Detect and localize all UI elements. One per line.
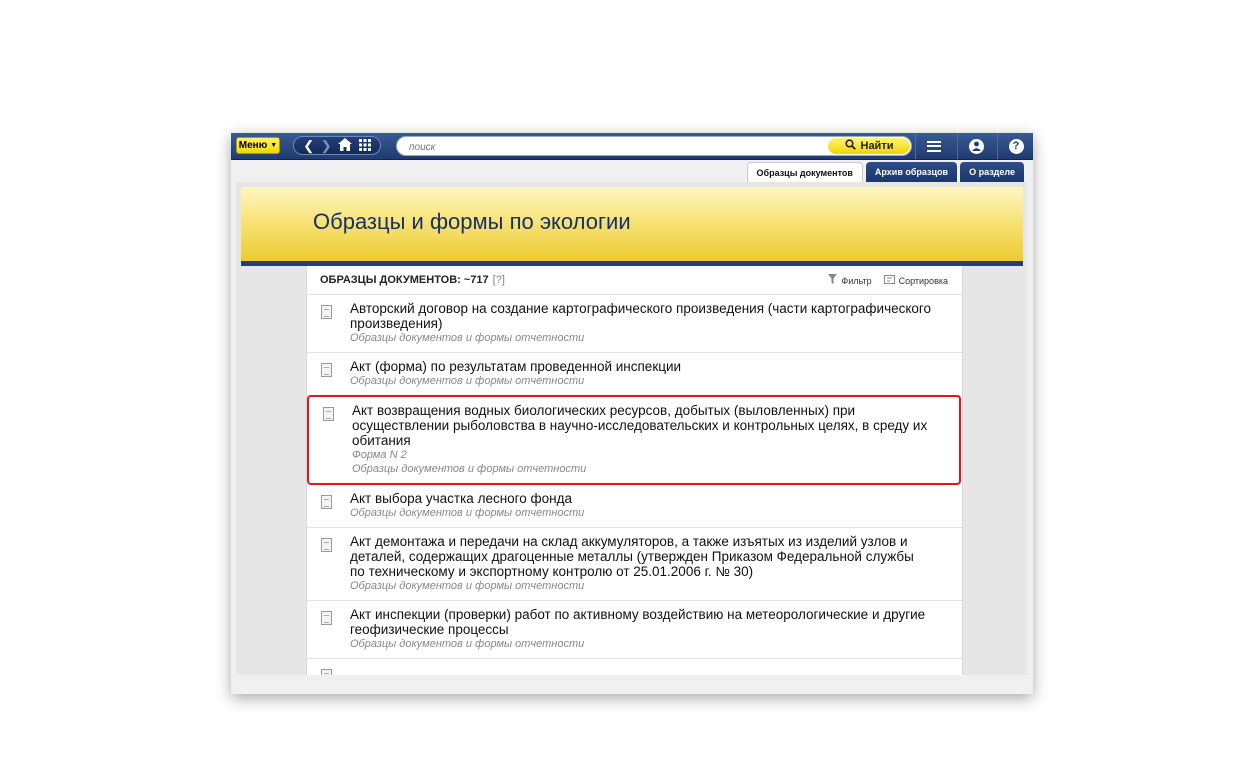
- nav-group: [293, 136, 381, 155]
- menu-button[interactable]: [236, 137, 280, 154]
- tab-samples-archive[interactable]: Архив образцов: [866, 162, 957, 182]
- document-icon: [321, 538, 332, 552]
- window-footer: [231, 675, 1033, 694]
- list-tools: [828, 274, 948, 287]
- user-profile-icon[interactable]: [957, 133, 994, 159]
- list-count-title: ОБРАЗЦЫ ДОКУМЕНТОВ: ~717: [320, 274, 489, 286]
- document-icon: [321, 611, 332, 625]
- section-banner: [241, 187, 1023, 266]
- page-title: Образцы и формы по экологии: [313, 209, 631, 234]
- item-title[interactable]: Акт демонтажа и передачи на склад аккумуляторов, а также изъятых из изделий узлов и деталей, содержащих драгоценные металлы (утвержден Приказом Федеральной службы по техническому и экспортному контролю от 25.01.2006 г. № 30): [350, 534, 914, 579]
- list-item[interactable]: [307, 295, 962, 353]
- item-title[interactable]: Акт возвращения водных биологических ресурсов, добытых (выловленных) при осуществлении рыболовства в научно-исследовательских и контрольных целях, в среду их обитания: [352, 403, 928, 448]
- item-title[interactable]: Акт (форма) по результатам проведенной инспекции: [350, 359, 682, 374]
- list-item[interactable]: [307, 528, 962, 601]
- chevron-right-icon[interactable]: ❯: [320, 138, 332, 153]
- list-header: [307, 266, 962, 295]
- document-icon: [321, 363, 332, 377]
- caret-down-icon: ▼: [270, 142, 278, 149]
- find-button[interactable]: [828, 138, 910, 154]
- top-toolbar: [231, 133, 1033, 160]
- search-input[interactable]: [407, 139, 821, 155]
- sort-icon: [884, 275, 895, 287]
- item-title[interactable]: Авторский договор на создание картографического произведения (части картографического произведения): [350, 301, 932, 331]
- item-category: Образцы документов и формы отчетности: [350, 580, 585, 592]
- filter-label: Фильтр: [841, 275, 872, 286]
- sort-button[interactable]: [884, 274, 948, 287]
- item-category: Образцы документов и формы отчетности: [350, 332, 585, 344]
- list-item[interactable]: [307, 601, 962, 659]
- grid-icon[interactable]: [359, 139, 371, 153]
- page-content: [236, 182, 1027, 675]
- item-form-number: Форма N 2: [352, 449, 407, 461]
- document-icon: [321, 305, 332, 319]
- search-icon: [845, 139, 856, 153]
- filter-button[interactable]: [828, 274, 871, 287]
- document-icon: [323, 407, 334, 421]
- home-icon[interactable]: [338, 138, 352, 153]
- document-icon: [321, 495, 332, 509]
- item-category: Образцы документов и формы отчетности: [350, 375, 585, 387]
- filter-icon: [828, 274, 837, 287]
- documents-list: [306, 266, 963, 675]
- chevron-left-icon[interactable]: ❮: [303, 138, 315, 153]
- list-item[interactable]: [307, 485, 962, 528]
- menu-label: Меню: [238, 140, 268, 151]
- search-box: [396, 136, 912, 156]
- app-window: [231, 133, 1033, 694]
- tab-about-section[interactable]: О разделе: [960, 162, 1024, 182]
- item-category: Образцы документов и формы отчетности: [350, 507, 585, 519]
- item-category: Образцы документов и формы отчетности: [350, 638, 585, 650]
- find-label: Найти: [860, 140, 894, 152]
- tab-document-samples[interactable]: Образцы документов: [747, 162, 863, 183]
- help-icon[interactable]: ?: [997, 133, 1033, 159]
- list-item[interactable]: [307, 353, 962, 396]
- list-item-partial[interactable]: [307, 659, 962, 675]
- section-tabs: [747, 162, 1024, 182]
- sort-label: Сортировка: [898, 275, 948, 286]
- item-title[interactable]: Акт инспекции (проверки) работ по активному воздействию на метеорологические и другие геофизические процессы: [350, 607, 926, 637]
- item-title[interactable]: Акт выбора участка лесного фонда: [350, 491, 573, 506]
- hamburger-menu-icon[interactable]: [915, 133, 952, 159]
- list-item-highlighted[interactable]: [307, 395, 961, 485]
- list-help-link[interactable]: [?]: [492, 274, 505, 286]
- item-category: Образцы документов и формы отчетности: [352, 463, 587, 475]
